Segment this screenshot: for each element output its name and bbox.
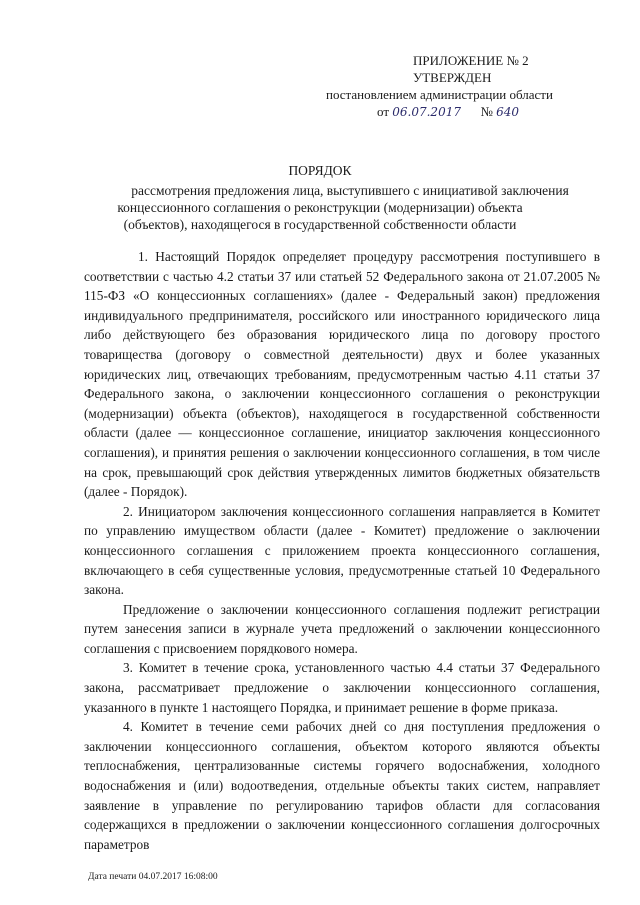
title-line-1: рассмотрения предложения лица, выступившего с инициативой заключения — [131, 183, 569, 198]
resolution-date-line — [377, 103, 620, 121]
paragraph-1: 1. Настоящий Порядок определяет процедуру рассмотрения поступившего в соответствии с частью 4.2 статьи 37 или статьей 52 Федерального закона от 21.07.2005 № 115-ФЗ «О концессионных соглашениях» (далее - Федеральный закон) предложения индивидуального предпринимателя, российского или иностранного юридического лица либо действующего без образования юридического лица по договору простого товарищества (договору о совместной деятельности) двух и более указанных юридических лиц, отвечающих требованиям, предусмотренным частью 4.11 статьи 37 Федерального закона, о заключении концессионного соглашения о реконструкции (модернизации) объекта (объектов), находящегося в государственной собственности области (далее — концессионное соглашение, инициатор заключения концессионного соглашения), и принятия решения о заключении концессионного соглашения, в том числе на срок, превышающий срок действия утвержденных лимитов бюджетных обязательств (далее - Порядок). — [84, 249, 600, 500]
title-line-3: (объектов), находящегося в государственной собственности области — [123, 217, 517, 232]
appendix-label: ПРИЛОЖЕНИЕ № 2 — [413, 53, 529, 68]
paragraph-3: 3. Комитет в течение срока, установленного частью 4.4 статьи 37 Федерального закона, рассматривает предложение о заключении концессионного соглашения, указанного в пункте 1 настоящего Порядка, и принимает решение в форме приказа. — [84, 660, 600, 715]
paragraph-2: 2. Инициатором заключения концессионного соглашения направляется в Комитет по управлению имуществом области (далее - Комитет) предложение о заключении концессионного соглашения с приложением проекта концессионного соглашения, включающего в себя существенные условия, предусмотренные статьей 10 Федерального закона. — [84, 503, 600, 598]
document-title — [0, 162, 640, 233]
paragraph-4: 4. Комитет в течение семи рабочих дней со дня поступления предложения о заключении концессионного соглашения, объектом которого являются объекты теплоснабжения, централизованные системы горячего водоснабжения, холодного водоснабжения и (или) водоотведения, отдельные объекты таких систем, направляет заявление в управление по регулированию тарифов области для согласования содержащихся в предложении о заключении концессионного соглашения долгосрочных параметров — [84, 719, 600, 852]
title-heading: ПОРЯДОК — [288, 163, 352, 178]
number-label: № — [480, 104, 493, 119]
paragraph-2-registration: Предложение о заключении концессионного соглашения подлежит регистрации путем занесения записи в журнале учета предложений о заключении концессионного соглашения с присвоением порядкового номера. — [84, 601, 600, 656]
from-label: от — [377, 104, 390, 119]
handwritten-date: 06.07.2017 — [392, 105, 461, 119]
document-body — [84, 247, 600, 854]
approved-label: УТВЕРЖДЕН — [413, 70, 492, 85]
title-line-2: концессионного соглашения о реконструкции (модернизации) объекта — [117, 200, 523, 215]
handwritten-number: 640 — [496, 105, 520, 119]
print-date-footer: Дата печати 04.07.2017 16:08:00 — [88, 872, 218, 882]
approval-block — [320, 52, 620, 121]
resolution-label: постановлением администрации области — [326, 87, 553, 102]
